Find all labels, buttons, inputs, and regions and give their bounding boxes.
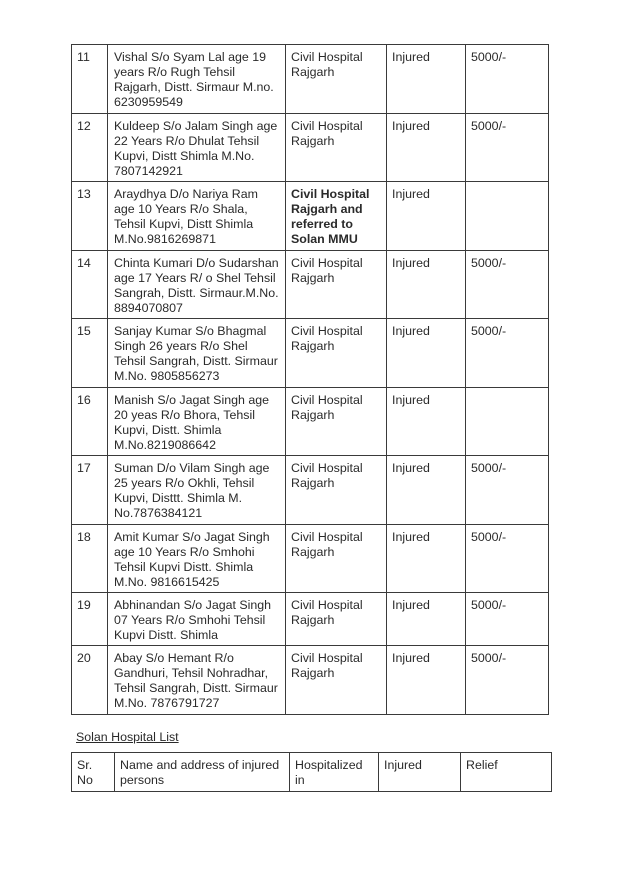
cell-relief-amount: 5000/- (466, 593, 549, 646)
cell-injured-status: Injured (387, 593, 466, 646)
cell-injured-status: Injured (387, 182, 466, 251)
cell-injured-status: Injured (387, 646, 466, 715)
cell-sr-no: 12 (72, 114, 108, 182)
table-row (72, 646, 549, 715)
cell-injured-status: Injured (387, 456, 466, 525)
table-row (72, 593, 549, 646)
cell-relief-amount: 5000/- (466, 319, 549, 388)
cell-name-address: Amit Kumar S/o Jagat Singh age 10 Years R/o Smhohi Tehsil Kupvi Distt. Shimla M.No. 9816615425 (108, 525, 286, 593)
cell-relief-amount: 5000/- (466, 646, 549, 715)
table-row (72, 456, 549, 525)
cell-relief-amount (466, 182, 549, 251)
cell-injured-status: Injured (387, 525, 466, 593)
cell-name-address: Araydhya D/o Nariya Ram age 10 Years R/o Shala, Tehsil Kupvi, Distt Shimla M.No.9816269871 (108, 182, 286, 251)
solan-hospital-list-title: Solan Hospital List (76, 730, 179, 744)
cell-injured-status: Injured (387, 45, 466, 114)
cell-sr-no: 14 (72, 251, 108, 319)
cell-hospitalized-in: Civil Hospital Rajgarh (286, 456, 387, 525)
header-relief: Relief (461, 753, 552, 792)
cell-injured-status: Injured (387, 388, 466, 456)
cell-hospitalized-in: Civil Hospital Rajgarh (286, 646, 387, 715)
cell-hospitalized-in: Civil Hospital Rajgarh (286, 45, 387, 114)
table-row (72, 319, 549, 388)
header-name-address: Name and address of injured persons (115, 753, 290, 792)
solan-hospital-table (71, 752, 552, 792)
cell-relief-amount: 5000/- (466, 456, 549, 525)
table-row (72, 388, 549, 456)
cell-sr-no: 17 (72, 456, 108, 525)
cell-relief-amount: 5000/- (466, 45, 549, 114)
cell-hospitalized-in: Civil Hospital Rajgarh (286, 593, 387, 646)
cell-sr-no: 16 (72, 388, 108, 456)
cell-hospitalized-in: Civil Hospital Rajgarh (286, 319, 387, 388)
cell-injured-status: Injured (387, 251, 466, 319)
cell-sr-no: 20 (72, 646, 108, 715)
cell-injured-status: Injured (387, 114, 466, 182)
cell-hospitalized-in: Civil Hospital Rajgarh and referred to Solan MMU (286, 182, 387, 251)
cell-name-address: Abay S/o Hemant R/o Gandhuri, Tehsil Nohradhar, Tehsil Sangrah, Distt. Sirmaur M.No. 7876791727 (108, 646, 286, 715)
cell-sr-no: 13 (72, 182, 108, 251)
cell-sr-no: 11 (72, 45, 108, 114)
injured-persons-table-body (72, 45, 549, 715)
cell-name-address: Kuldeep S/o Jalam Singh age 22 Years R/o Dhulat Tehsil Kupvi, Distt Shimla M.No. 7807142921 (108, 114, 286, 182)
cell-hospitalized-in: Civil Hospital Rajgarh (286, 525, 387, 593)
table-row (72, 114, 549, 182)
cell-name-address: Abhinandan S/o Jagat Singh 07 Years R/o Smhohi Tehsil Kupvi Distt. Shimla (108, 593, 286, 646)
table-row (72, 251, 549, 319)
cell-name-address: Suman D/o Vilam Singh age 25 years R/o Okhli, Tehsil Kupvi, Disttt. Shimla M. No.7876384121 (108, 456, 286, 525)
cell-hospitalized-in: Civil Hospital Rajgarh (286, 114, 387, 182)
header-sr-no: Sr. No (72, 753, 115, 792)
cell-relief-amount (466, 388, 549, 456)
cell-relief-amount: 5000/- (466, 525, 549, 593)
cell-name-address: Vishal S/o Syam Lal age 19 years R/o Rugh Tehsil Rajgarh, Distt. Sirmaur M.no. 6230959549 (108, 45, 286, 114)
cell-relief-amount: 5000/- (466, 114, 549, 182)
table-row (72, 525, 549, 593)
solan-table-header-row (72, 753, 552, 792)
header-hospitalized-in: Hospitalized in (290, 753, 379, 792)
table-row (72, 45, 549, 114)
cell-name-address: Manish S/o Jagat Singh age 20 yeas R/o Bhora, Tehsil Kupvi, Distt. Shimla M.No.8219086642 (108, 388, 286, 456)
cell-name-address: Sanjay Kumar S/o Bhagmal Singh 26 years R/o Shel Tehsil Sangrah, Distt. Sirmaur M.No. 9805856273 (108, 319, 286, 388)
cell-sr-no: 18 (72, 525, 108, 593)
table-row (72, 182, 549, 251)
cell-hospitalized-in: Civil Hospital Rajgarh (286, 388, 387, 456)
cell-sr-no: 19 (72, 593, 108, 646)
cell-hospitalized-in: Civil Hospital Rajgarh (286, 251, 387, 319)
cell-name-address: Chinta Kumari D/o Sudarshan age 17 Years R/ o Shel Tehsil Sangrah, Distt. Sirmaur.M.No. 8894070807 (108, 251, 286, 319)
cell-sr-no: 15 (72, 319, 108, 388)
cell-relief-amount: 5000/- (466, 251, 549, 319)
injured-persons-table (71, 44, 549, 715)
cell-injured-status: Injured (387, 319, 466, 388)
header-injured: Injured (379, 753, 461, 792)
